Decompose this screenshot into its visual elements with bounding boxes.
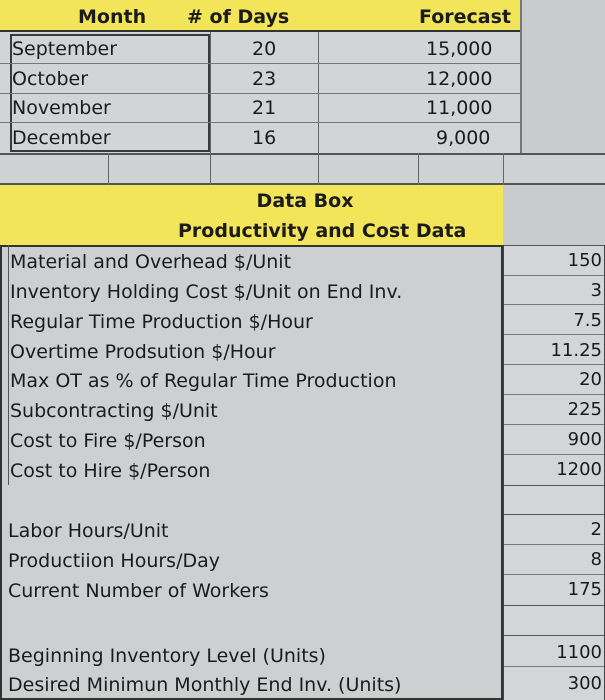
data-value: 11.25	[550, 340, 602, 361]
data-value: 20	[579, 369, 602, 390]
inventory-label: Desired Minimun Monthly End Inv. (Units)	[8, 674, 402, 696]
data-label: Material and Overhead $/Unit	[10, 251, 292, 273]
labor-value: 175	[567, 579, 602, 600]
table-row-month: September	[12, 38, 118, 60]
table-row-forecast: 9,000	[436, 127, 491, 149]
header-month: Month	[78, 6, 147, 28]
spacer-row	[0, 153, 605, 185]
data-box-subtitle: Productivity and Cost Data	[178, 220, 467, 242]
header-forecast: Forecast	[419, 6, 511, 28]
labor-value: 8	[590, 549, 602, 570]
table-row-month: October	[12, 68, 89, 90]
table-row-forecast: 11,000	[426, 97, 493, 119]
data-label: Max OT as % of Regular Time Production	[10, 370, 397, 392]
labor-label: Productiion Hours/Day	[8, 550, 220, 572]
data-value: 3	[590, 280, 602, 301]
data-value: 900	[567, 429, 602, 450]
inventory-value: 1100	[556, 642, 602, 663]
header-days: # of Days	[187, 6, 290, 28]
data-value: 150	[567, 250, 602, 271]
data-label: Overtime Prodsution $/Hour	[10, 341, 276, 363]
table-row-days: 16	[252, 127, 277, 149]
data-label: Subcontracting $/Unit	[10, 400, 218, 422]
data-value: 1200	[556, 459, 602, 480]
labor-label: Labor Hours/Unit	[8, 520, 169, 542]
table-row-forecast: 15,000	[426, 38, 493, 60]
table-row-days: 21	[252, 97, 277, 119]
table-row-days: 20	[252, 38, 277, 60]
data-box-title: Data Box	[256, 190, 354, 212]
data-label: Inventory Holding Cost $/Unit on End Inv.	[10, 281, 403, 303]
inventory-value: 300	[567, 673, 602, 694]
data-label: Regular Time Production $/Hour	[10, 311, 313, 333]
table-row-month: November	[12, 97, 111, 119]
table-row-forecast: 12,000	[426, 68, 493, 90]
data-value: 7.5	[573, 310, 602, 331]
data-label: Cost to Fire $/Person	[10, 430, 206, 452]
inventory-label: Beginning Inventory Level (Units)	[8, 645, 326, 667]
table-row-days: 23	[252, 68, 277, 90]
labor-value: 2	[590, 519, 602, 540]
labor-label: Current Number of Workers	[8, 580, 269, 602]
data-value: 225	[567, 399, 602, 420]
data-label: Cost to Hire $/Person	[10, 460, 211, 482]
table-row-month: December	[12, 127, 111, 149]
